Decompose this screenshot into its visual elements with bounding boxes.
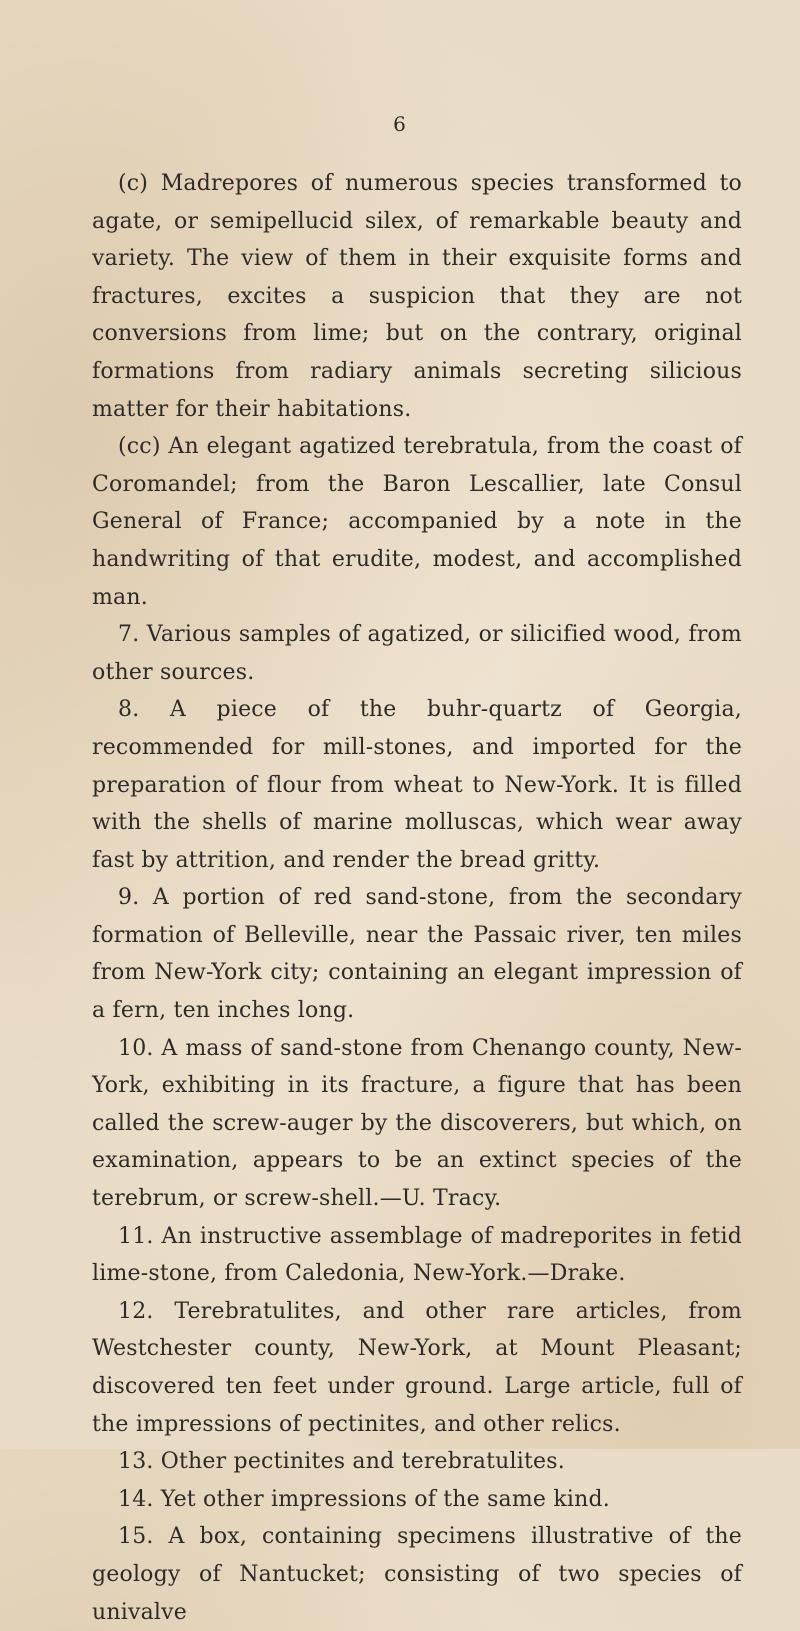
paragraph-cc-terebratula: (cc) An elegant agatized terebratula, from the coast of Coromandel; from the Baron Lescallier, late Consul General of France; accompanied by a note in the handwriting of that erudite, modest, and accomplished man. — [92, 434, 742, 610]
body-text — [92, 165, 742, 1631]
paragraph-c-madrepores: (c) Madrepores of numerous species transformed to agate, or semipellucid silex, of remarkable beauty and variety. The view of them in their exquisite forms and fractures, excites a suspicion that they are not conversions from lime; but on the contrary, original formations from radiary animals secreting silicious matter for their habitations. — [92, 171, 742, 422]
paragraph-11-madreporites: 11. An instructive assemblage of madreporites in fetid lime-stone, from Caledonia, New-York.—Drake. — [92, 1223, 742, 1287]
paragraph-13-pectinites: 13. Other pectinites and terebratulites. — [118, 1449, 565, 1475]
paragraph-12-terebratulites: 12. Terebratulites, and other rare articles, from Westchester county, New-York, at Mount Pleasant; discovered ten feet under ground. Large article, full of the impressions of pectinites, and other relics. — [92, 1298, 742, 1437]
paragraph-14-impressions: 14. Yet other impressions of the same kind. — [118, 1486, 610, 1512]
paragraph-7-wood: 7. Various samples of agatized, or silicified wood, from other sources. — [92, 622, 742, 685]
page-number: 6 — [393, 112, 407, 136]
paragraph-8-buhr-quartz: 8. A piece of the buhr-quartz of Georgia, recommended for mill-stones, and imported for the preparation of flour from wheat to New-York. It is filled with the shells of marine molluscas, which wear away fast by attrition, and render the bread gritty. — [92, 697, 742, 873]
paragraph-9-sandstone: 9. A portion of red sand-stone, from the secondary formation of Belleville, near the Passaic river, ten miles from New-York city; containing an elegant impression of a fern, ten inches long. — [92, 885, 742, 1024]
paragraph-15-nantucket: 15. A box, containing specimens illustrative of the geology of Nantucket; consisting of two species of univalve — [92, 1524, 742, 1625]
paragraph-10-chenango: 10. A mass of sand-stone from Chenango county, New-York, exhibiting in its fracture, a figure that has been called the screw-auger by the discoverers, but which, on examination, appears to be an extinct species of the terebrum, or screw-shell.—U. Tracy. — [92, 1035, 742, 1212]
